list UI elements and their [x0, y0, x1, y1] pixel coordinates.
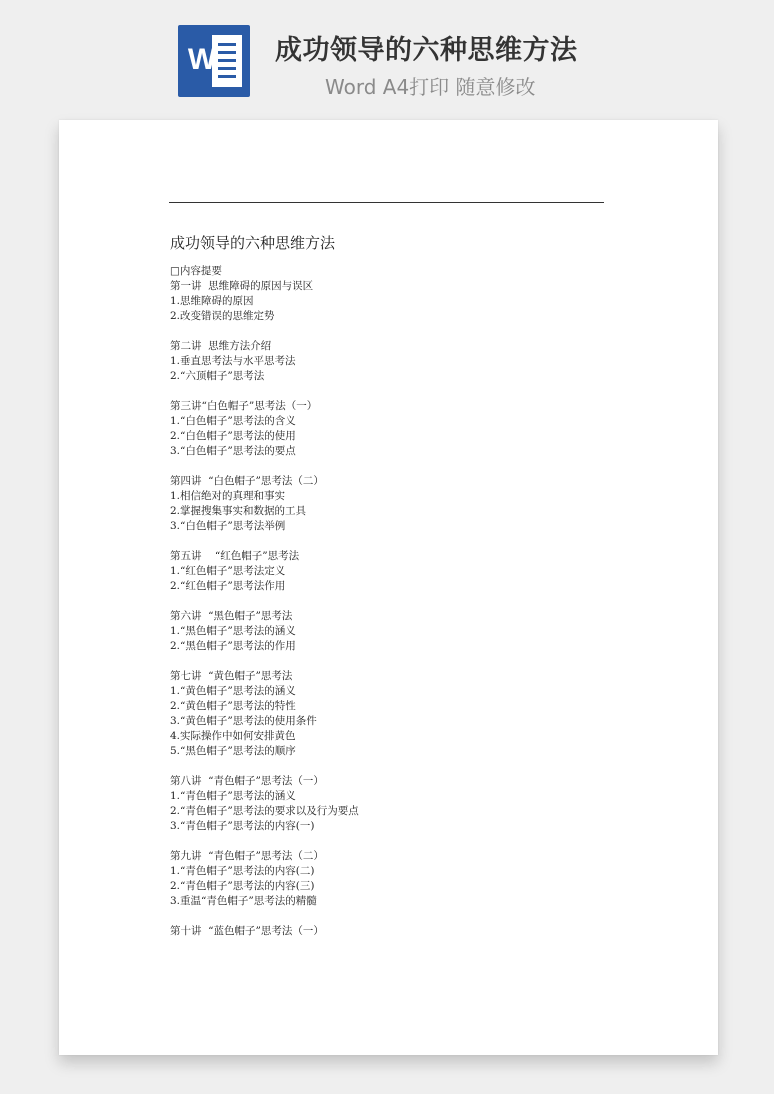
list-item: 1.“白色帽子”思考法的含义: [170, 415, 296, 427]
document-title: 成功领导的六种思维方法: [170, 234, 336, 252]
list-item: 3.重温“青色帽子”思考法的精髓: [170, 895, 317, 907]
list-item: 第一讲 思维障碍的原因与误区: [170, 280, 314, 292]
header-banner: [0, 0, 774, 120]
word-icon-letter: W: [187, 43, 217, 76]
list-item: 3.“青色帽子”思考法的内容(一): [170, 820, 315, 832]
list-item: 5.“黑色帽子”思考法的顺序: [170, 745, 296, 757]
word-icon: [178, 25, 250, 97]
list-item: 2.“青色帽子”思考法的内容(三): [170, 880, 315, 892]
list-item: 2.“六顶帽子”思考法: [170, 370, 265, 382]
section-heading: 第六讲 “黑色帽子”思考法: [170, 610, 293, 622]
list-item: 1.“红色帽子”思考法定义: [170, 565, 286, 577]
list-item: 3.“黄色帽子”思考法的使用条件: [170, 715, 317, 727]
section-spacer: [170, 759, 590, 774]
section-heading: 第十讲 “蓝色帽子”思考法（一）: [170, 925, 324, 937]
section-heading: 第二讲 思维方法介绍: [170, 340, 272, 352]
list-item: 2.“红色帽子”思考法作用: [170, 580, 286, 592]
list-item: 2.“黄色帽子”思考法的特性: [170, 700, 296, 712]
section-spacer: [170, 459, 590, 474]
section-spacer: [170, 384, 590, 399]
section-heading: 第八讲 “青色帽子”思考法（一）: [170, 775, 324, 787]
list-item: 2.改变错误的思维定势: [170, 310, 275, 322]
header-rule: [169, 202, 604, 203]
section-spacer: [170, 654, 590, 669]
list-item: 2.“白色帽子”思考法的使用: [170, 430, 296, 442]
list-item: 1.思维障碍的原因: [170, 295, 254, 307]
list-item: 1.“青色帽子”思考法的内容(二): [170, 865, 315, 877]
section-heading: 第四讲 “白色帽子”思考法（二）: [170, 475, 324, 487]
list-item: 3.“白色帽子”思考法的要点: [170, 445, 296, 457]
list-item: 1.“青色帽子”思考法的涵义: [170, 790, 296, 802]
list-item: 2.掌握搜集事实和数据的工具: [170, 505, 307, 517]
section-heading: 第五讲 “红色帽子”思考法: [170, 550, 300, 562]
section-spacer: [170, 534, 590, 549]
list-item: 2.“青色帽子”思考法的要求以及行为要点: [170, 805, 359, 817]
section-spacer: [170, 909, 590, 924]
header-title: 成功领导的六种思维方法: [275, 35, 578, 66]
list-item: 2.“黑色帽子”思考法的作用: [170, 640, 296, 652]
section-heading: 第九讲 “青色帽子”思考法（二）: [170, 850, 324, 862]
list-item: 4.实际操作中如何安排黄色: [170, 730, 296, 742]
section-spacer: [170, 324, 590, 339]
list-item: 3.“白色帽子”思考法举例: [170, 520, 286, 532]
section-spacer: [170, 594, 590, 609]
document-content: [170, 264, 590, 939]
document-page: [59, 120, 718, 1055]
section-heading: 第三讲“白色帽子”思考法（一）: [170, 400, 318, 412]
list-item: 1.“黄色帽子”思考法的涵义: [170, 685, 296, 697]
header-subtitle: Word A4打印 随意修改: [325, 75, 536, 99]
list-item: 1.垂直思考法与水平思考法: [170, 355, 296, 367]
section-heading: □内容提要: [170, 265, 222, 277]
section-spacer: [170, 834, 590, 849]
list-item: 1.“黑色帽子”思考法的涵义: [170, 625, 296, 637]
list-item: 1.相信绝对的真理和事实: [170, 490, 286, 502]
section-heading: 第七讲 “黄色帽子”思考法: [170, 670, 293, 682]
